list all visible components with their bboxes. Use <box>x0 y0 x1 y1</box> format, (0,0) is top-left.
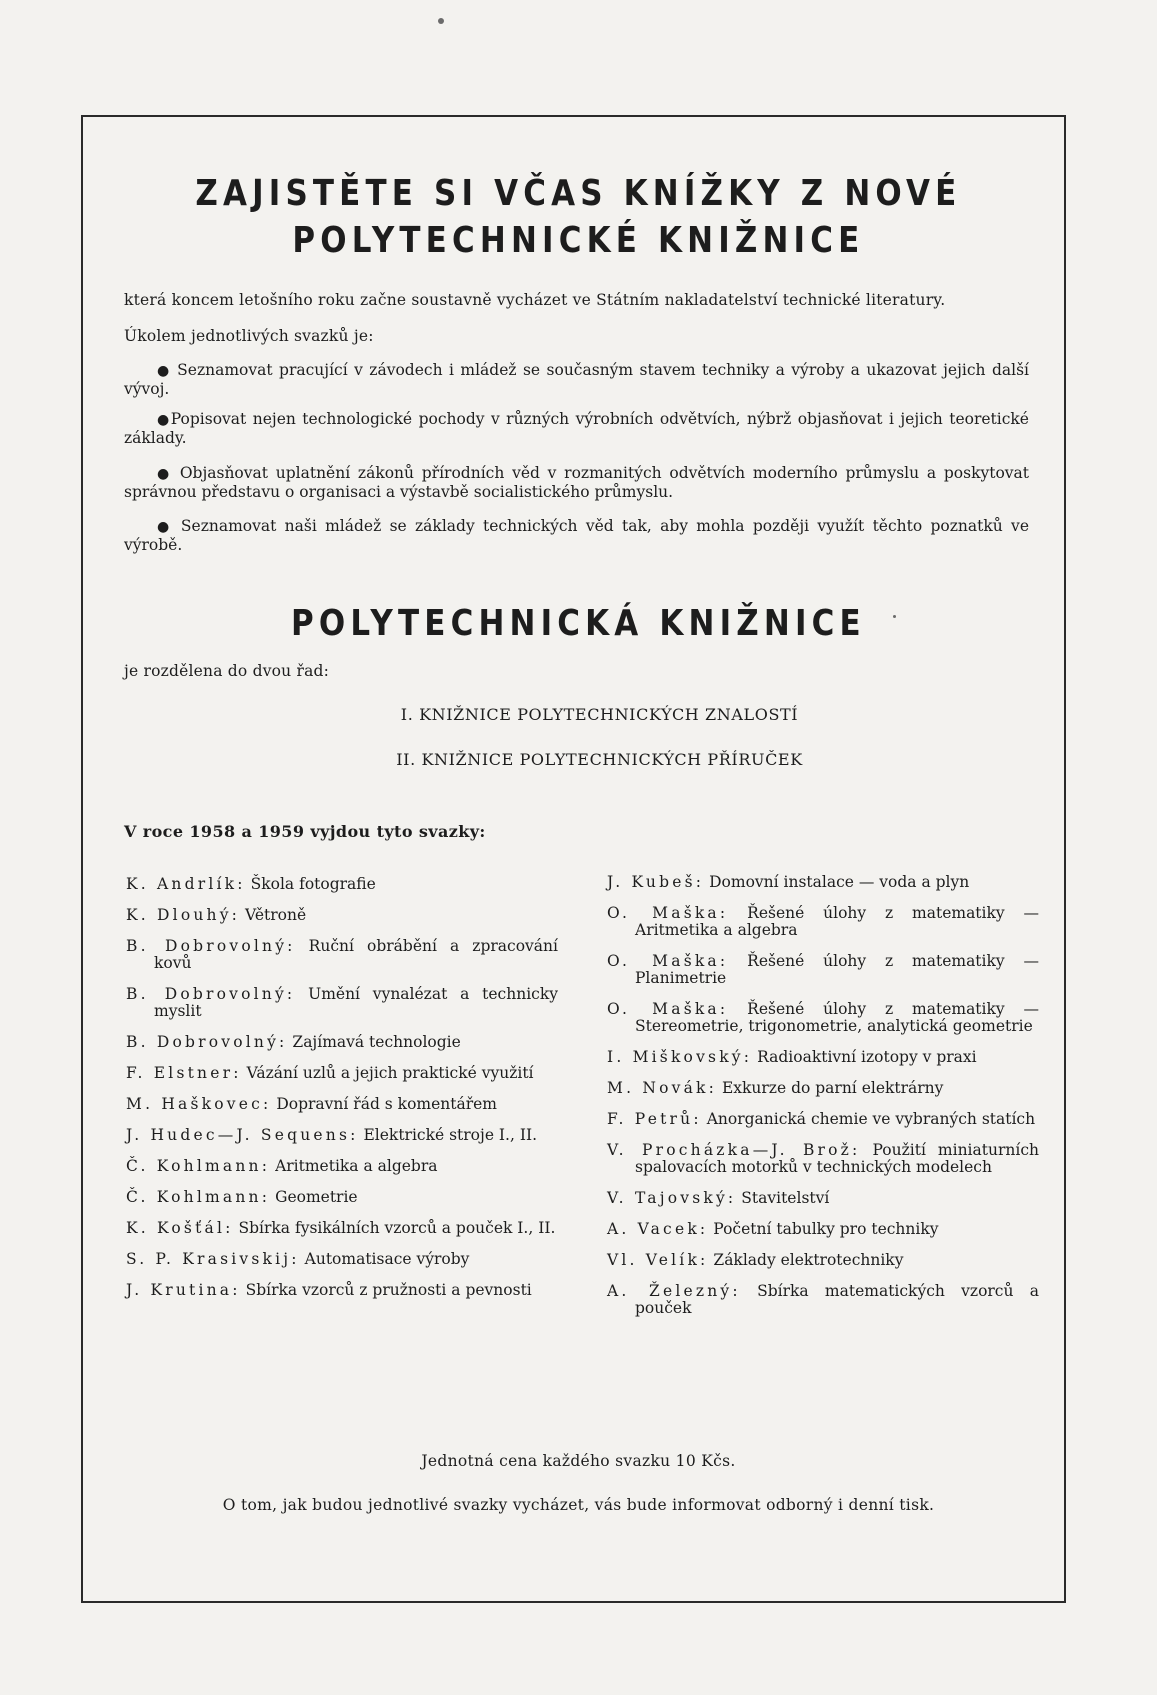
main-heading-line-1: ZAJISTĚTE SI VČAS KNÍŽKY Z NOVÉ <box>195 173 962 214</box>
volume-author: M. Haškovec: <box>126 1095 272 1113</box>
volume-title: Vázání uzlů a jejich praktické využití <box>246 1064 534 1082</box>
volume-title: Škola fotografie <box>250 875 376 893</box>
volume-entry <box>126 1251 558 1268</box>
volume-entry <box>607 1252 1039 1269</box>
volume-title: Řešené úlohy z matematiky — Aritmetika a algebra <box>635 904 1039 939</box>
task-text: Popisovat nejen technologické pochody v různých výrobních odvětvích, nýbrž objasňovat i jejich teoretické základy. <box>124 410 1029 447</box>
volume-author: Č. Kohlmann: <box>126 1157 271 1175</box>
volume-entry <box>126 986 558 1020</box>
task-text: Seznamovat pracující v závodech i mládež se současným stavem techniky a výroby a ukazovat jejich další vývoj. <box>124 361 1029 398</box>
volume-title: Sbírka fysikálních vzorců a pouček I., II. <box>238 1219 556 1237</box>
volume-entry <box>126 907 558 924</box>
intro-paragraph: která koncem letošního roku začne soustavně vycházet ve Státním nakladatelství technické literatury. <box>124 291 946 309</box>
volume-author: B. Dobrovolný: <box>126 985 296 1003</box>
volume-entry <box>126 938 558 972</box>
volume-title: Základy elektrotechniky <box>713 1251 904 1269</box>
volume-author: K. Andrlík: <box>126 875 246 893</box>
volumes-list-left <box>126 876 558 1313</box>
volume-author: V. Tajovský: <box>607 1189 737 1207</box>
tasks-intro: Úkolem jednotlivých svazků je: <box>124 327 374 345</box>
bullet-icon: ● <box>157 412 171 428</box>
volume-entry <box>126 1034 558 1051</box>
series-item-2: II. KNIŽNICE POLYTECHNICKÝCH PŘÍRUČEK <box>396 750 803 769</box>
series-item-1: I. KNIŽNICE POLYTECHNICKÝCH ZNALOSTÍ <box>400 705 799 724</box>
volume-author: O. Maška: <box>607 952 729 970</box>
volume-author: J. Hudec—J. Sequens: <box>126 1126 359 1144</box>
volume-entry <box>607 1190 1039 1207</box>
volume-author: O. Maška: <box>607 1000 729 1018</box>
volume-title: Automatisace výroby <box>304 1250 470 1268</box>
volume-title: Větroně <box>245 906 307 924</box>
publication-info: O tom, jak budou jednotlivé svazky vycházet, vás bude informovat odborný i denní tisk. <box>222 1496 935 1514</box>
volume-entry <box>607 1283 1039 1317</box>
task-text: Objasňovat uplatnění zákonů přírodních věd v rozmanitých odvětvích moderního průmyslu a poskytovat správnou představu o organisaci a výstavbě socialistického průmyslu. <box>124 464 1029 501</box>
volume-entry <box>126 1065 558 1082</box>
volume-entry <box>607 1080 1039 1097</box>
main-heading-line-2: POLYTECHNICKÉ KNIŽNICE <box>292 220 865 261</box>
volume-author: F. Petrů: <box>607 1110 702 1128</box>
volume-title: Dopravní řád s komentářem <box>276 1095 498 1113</box>
volume-entry <box>126 876 558 893</box>
volume-author: K. Košťál: <box>126 1219 234 1237</box>
volume-entry <box>126 1158 558 1175</box>
paper-speck <box>893 615 896 618</box>
volume-title: Exkurze do parní elektrárny <box>721 1079 944 1097</box>
task-item <box>124 410 1029 447</box>
volume-author: B. Dobrovolný: <box>126 937 296 955</box>
volume-title: Ruční obrábění a zpracování kovů <box>154 937 558 972</box>
price-note: Jednotná cena každého svazku 10 Kčs. <box>421 1452 736 1470</box>
paper-speck <box>438 18 444 24</box>
volume-title: Použití miniaturních spalovacích motorků v technických modelech <box>635 1141 1039 1176</box>
volume-author: A. Vacek: <box>607 1220 709 1238</box>
library-heading: POLYTECHNICKÁ KNIŽNICE <box>291 603 866 644</box>
task-item <box>124 464 1029 501</box>
volume-author: A. Železný: <box>607 1282 741 1300</box>
volume-author: Č. Kohlmann: <box>126 1188 271 1206</box>
bullet-icon: ● <box>157 363 171 379</box>
volume-author: O. Maška: <box>607 904 729 922</box>
volume-title: Anorganická chemie ve vybraných statích <box>706 1110 1036 1128</box>
volume-author: S. P. Krasivskij: <box>126 1250 300 1268</box>
volume-entry <box>607 1001 1039 1035</box>
volume-entry <box>126 1096 558 1113</box>
volume-author: B. Dobrovolný: <box>126 1033 288 1051</box>
volume-entry <box>607 1142 1039 1176</box>
volume-author: V. Procházka—J. Brož: <box>607 1141 861 1159</box>
volume-entry <box>607 1221 1039 1238</box>
volume-title: Elektrické stroje I., II. <box>363 1126 537 1144</box>
volume-entry <box>607 874 1039 891</box>
task-text: Seznamovat naši mládež se základy technických věd tak, aby mohla později využít těchto poznatků ve výrobě. <box>124 517 1029 554</box>
volume-entry <box>607 1049 1039 1066</box>
volume-title: Řešené úlohy z matematiky — Planimetrie <box>635 952 1039 987</box>
volume-author: F. Elstner: <box>126 1064 242 1082</box>
volume-author: M. Novák: <box>607 1079 718 1097</box>
volume-title: Domovní instalace — voda a plyn <box>709 873 970 891</box>
volume-entry <box>126 1127 558 1144</box>
volume-title: Geometrie <box>275 1188 358 1206</box>
volume-title: Zajímavá technologie <box>292 1033 461 1051</box>
volume-title: Aritmetika a algebra <box>275 1157 438 1175</box>
volume-author: J. Krutina: <box>126 1281 241 1299</box>
volume-entry <box>607 1111 1039 1128</box>
volume-entry <box>607 905 1039 939</box>
volumes-list-right <box>607 874 1039 1331</box>
volume-entry <box>607 953 1039 987</box>
library-subtitle: je rozdělena do dvou řad: <box>124 662 330 680</box>
volume-title: Stavitelství <box>741 1189 830 1207</box>
task-item <box>124 361 1029 398</box>
volume-title: Početní tabulky pro techniky <box>713 1220 939 1238</box>
volume-title: Sbírka matematických vzorců a pouček <box>635 1282 1039 1317</box>
bullet-icon: ● <box>157 519 173 535</box>
volume-title: Umění vynalézat a technicky myslit <box>154 985 558 1020</box>
volume-author: Vl. Velík: <box>607 1251 709 1269</box>
volume-author: J. Kubeš: <box>607 873 705 891</box>
volume-entry <box>126 1189 558 1206</box>
volume-author: I. Miškovský: <box>607 1048 753 1066</box>
bullet-icon: ● <box>157 466 173 482</box>
volume-entry <box>126 1282 558 1299</box>
volume-title: Radioaktivní izotopy v praxi <box>757 1048 977 1066</box>
volume-author: K. Dlouhý: <box>126 906 241 924</box>
volume-title: Řešené úlohy z matematiky — Stereometrie, trigonometrie, analytická geometrie <box>635 1000 1039 1035</box>
volume-title: Sbírka vzorců z pružnosti a pevnosti <box>245 1281 532 1299</box>
task-item <box>124 517 1029 554</box>
volumes-intro: V roce 1958 a 1959 vyjdou tyto svazky: <box>124 822 486 841</box>
volume-entry <box>126 1220 558 1237</box>
